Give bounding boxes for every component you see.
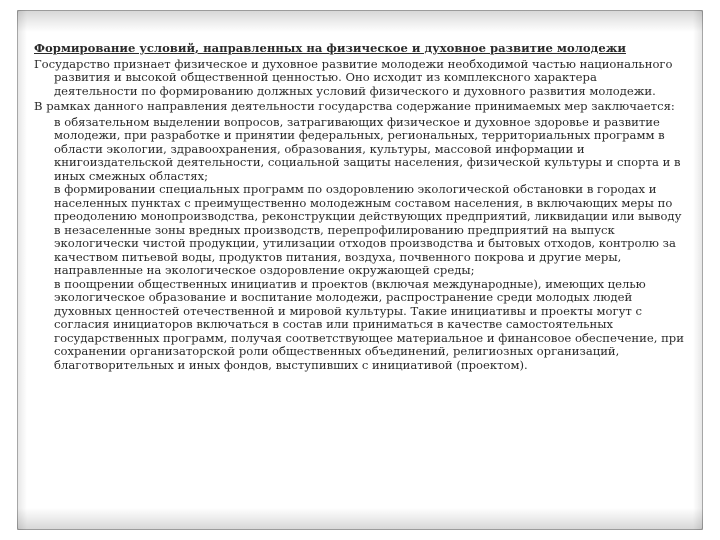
slide-content xyxy=(34,42,684,372)
measures-lead-paragraph: В рамках данного направления деятельности государства содержание принимаемых мер заключается: xyxy=(34,99,675,113)
measure-item-programs: в обязательном выделении вопросов, затрагивающих физическое и духовное здоровье и развитие молодежи, при разработке и принятии федеральных, региональных, территориальных программ в области экологии, здравоохранения, образования, культуры, массовой информации и книгоиздательской деятельности, социальной защиты населения, физической культуры и спорта и в иных смежных областях; xyxy=(54,114,681,183)
measure-item-initiatives: в поощрении общественных инициатив и проектов (включая международные), имеющих целью экологическое образование и воспитание молодежи, распространение среди молодых людей духовных ценностей отечественной и мировой культуры. Такие инициативы и проекты могут с согласия инициаторов включаться в состав или приниматься в качестве самостоятельных государственных программ, получая соответствующее материальное и финансовое обеспечение, при сохранении организаторской роли общественных объединений, религиозных организаций, благотворительных и иных фондов, выступивших с инициативой (проектом). xyxy=(54,276,684,372)
slide-title: Формирование условий, направленных на физическое и духовное развитие молодежи xyxy=(34,41,627,55)
intro-paragraph: Государство признает физическое и духовное развитие молодежи необходимой частью национального развития и высокой общественной ценностью. Оно исходит из комплексного характера деятельности по формированию должных условий физического и духовного развития молодежи. xyxy=(34,56,673,98)
measure-item-ecology: в формировании специальных программ по оздоровлению экологической обстановки в городах и населенных пунктах с преимущественно молодежным составом населения, в включающих меры по преодолению монопроизводства, реконструкции действующих предприятий, ликвидации или выводу в незаселенные зоны вредных производств, перепрофилированию предприятий на выпуск экологически чистой продукции, утилизации отходов производства и бытовых отходов, контролю за качеством питьевой воды, продуктов питания, воздуха, почвенного покрова и другие меры, направленные на экологическое оздоровление окружающей среды; xyxy=(54,182,682,277)
